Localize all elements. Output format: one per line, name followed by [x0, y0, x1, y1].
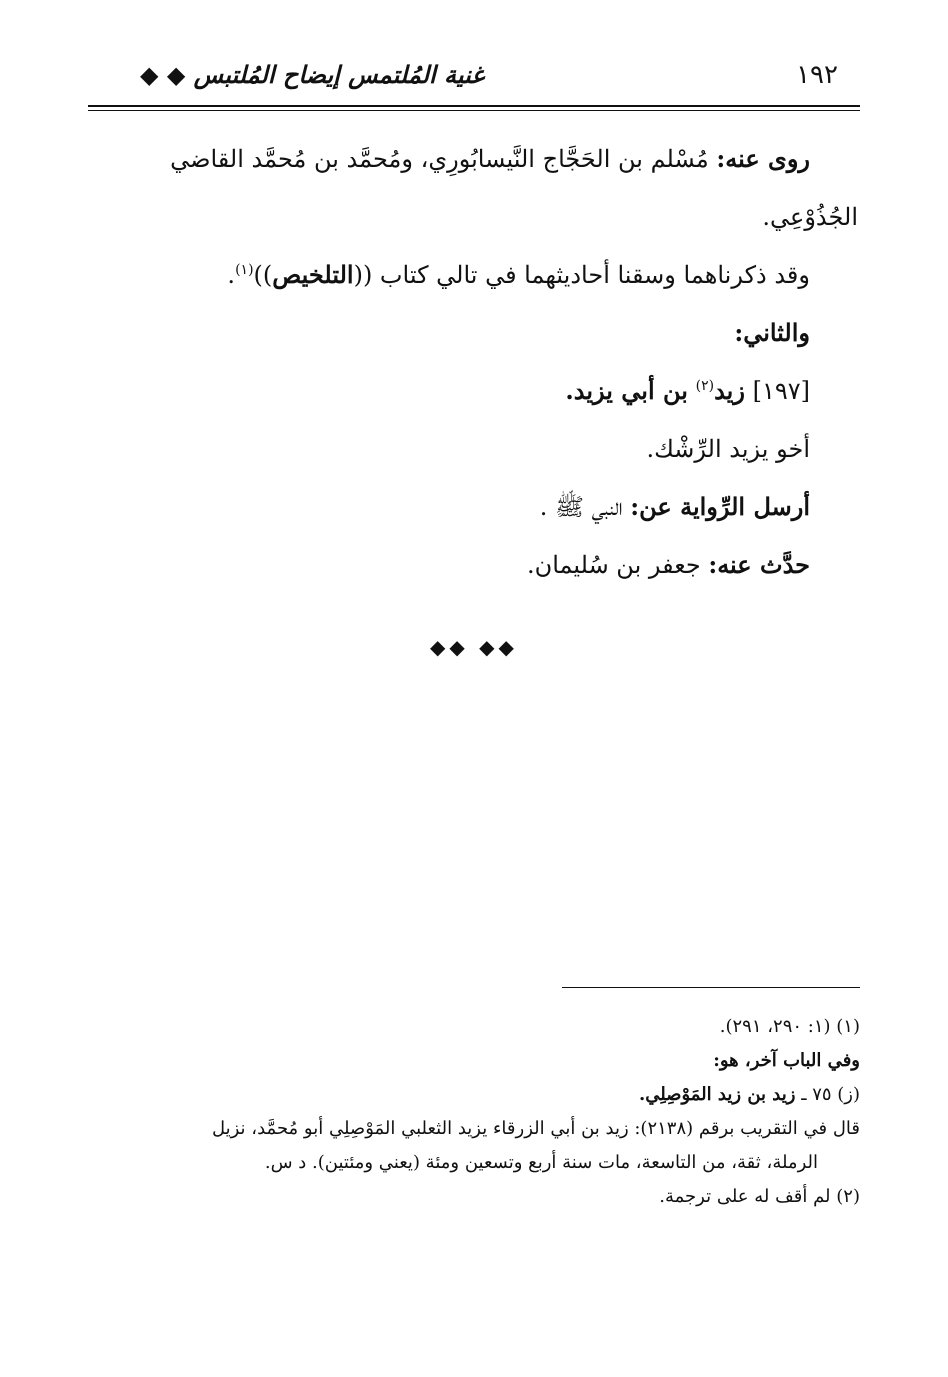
book-title: التلخيص — [272, 260, 354, 289]
narrated-by-text-continued: الجُذُوْعِي. — [762, 203, 858, 231]
footnote-1-entry-name: زيد بن زيد المَوْصِلِي. — [638, 1084, 796, 1105]
footnote-ref-1: (١) — [235, 262, 254, 278]
section-separator: ◆◆ ◆◆ — [430, 635, 518, 659]
narrated-by-text: مُسْلم بن الحَجَّاج النَّيسابُورِي، ومُحمَّد بن مُحمَّد القاضي — [170, 145, 709, 173]
entry-heading — [88, 362, 810, 420]
footnote-1: (١) (١: ٢٩٠، ٢٩١). — [719, 1016, 860, 1037]
footnote-1-quote: قال في التقريب برقم (٢١٣٨): زيد بن أبي الزرقاء يزيد الثعلبي المَوْصِلِي أبو مُحمَّد، نزيل — [211, 1118, 860, 1139]
reported-by-paragraph — [88, 536, 810, 594]
running-title: غنية المُلتمس إيضاح المُلتبس ◆ ◆ — [140, 60, 484, 89]
narrated-from-text: النبي ﷺ . — [539, 493, 623, 521]
footnote-ref-2: (٢) — [695, 378, 715, 394]
second-heading: والثاني: — [734, 318, 810, 347]
footnote-1-quote-continued: الرملة، ثقة، من التاسعة، مات سنة أربع وتسعين ومئة (يعني ومئتين). د س. — [264, 1152, 818, 1173]
mention-text-close: )) — [253, 261, 273, 289]
main-text — [88, 130, 858, 594]
mention-paragraph — [88, 246, 810, 304]
header-rule — [88, 105, 860, 107]
footnote-1-heading: وفي الباب آخر، هو: — [713, 1050, 860, 1071]
narrated-by-label: روى عنه: — [716, 144, 810, 173]
entry-name: زيد — [714, 376, 745, 405]
header-rule-thin — [88, 110, 860, 111]
page-number: ١٩٢ — [796, 60, 838, 90]
entry-number: [١٩٧] — [752, 377, 810, 405]
reported-by-label: حدَّث عنه: — [708, 550, 810, 579]
footnotes — [88, 1010, 860, 1214]
narrated-from-label: أرسل الرِّواية عن: — [630, 492, 810, 521]
entry-name-continued: بن أبي يزيد. — [565, 376, 688, 405]
brother-of-line: أخو يزيد الرِّشْك. — [646, 435, 810, 463]
footnote-2: (٢) لم أقف له على ترجمة. — [659, 1186, 860, 1207]
narrated-from-paragraph — [88, 478, 810, 536]
footnote-1-entry-prefix: (ز) ٧٥ ـ — [801, 1084, 860, 1105]
page-header — [88, 58, 860, 98]
reported-by-text: جعفر بن سُليمان. — [526, 551, 701, 579]
narrated-by-paragraph — [88, 130, 858, 246]
footnote-1-entry — [88, 1078, 860, 1112]
mention-text: وقد ذكرناهما وسقنا أحاديثهما في تالي كتاب (( — [353, 261, 810, 289]
mention-text-end: . — [227, 261, 236, 289]
footnote-rule — [562, 987, 860, 988]
